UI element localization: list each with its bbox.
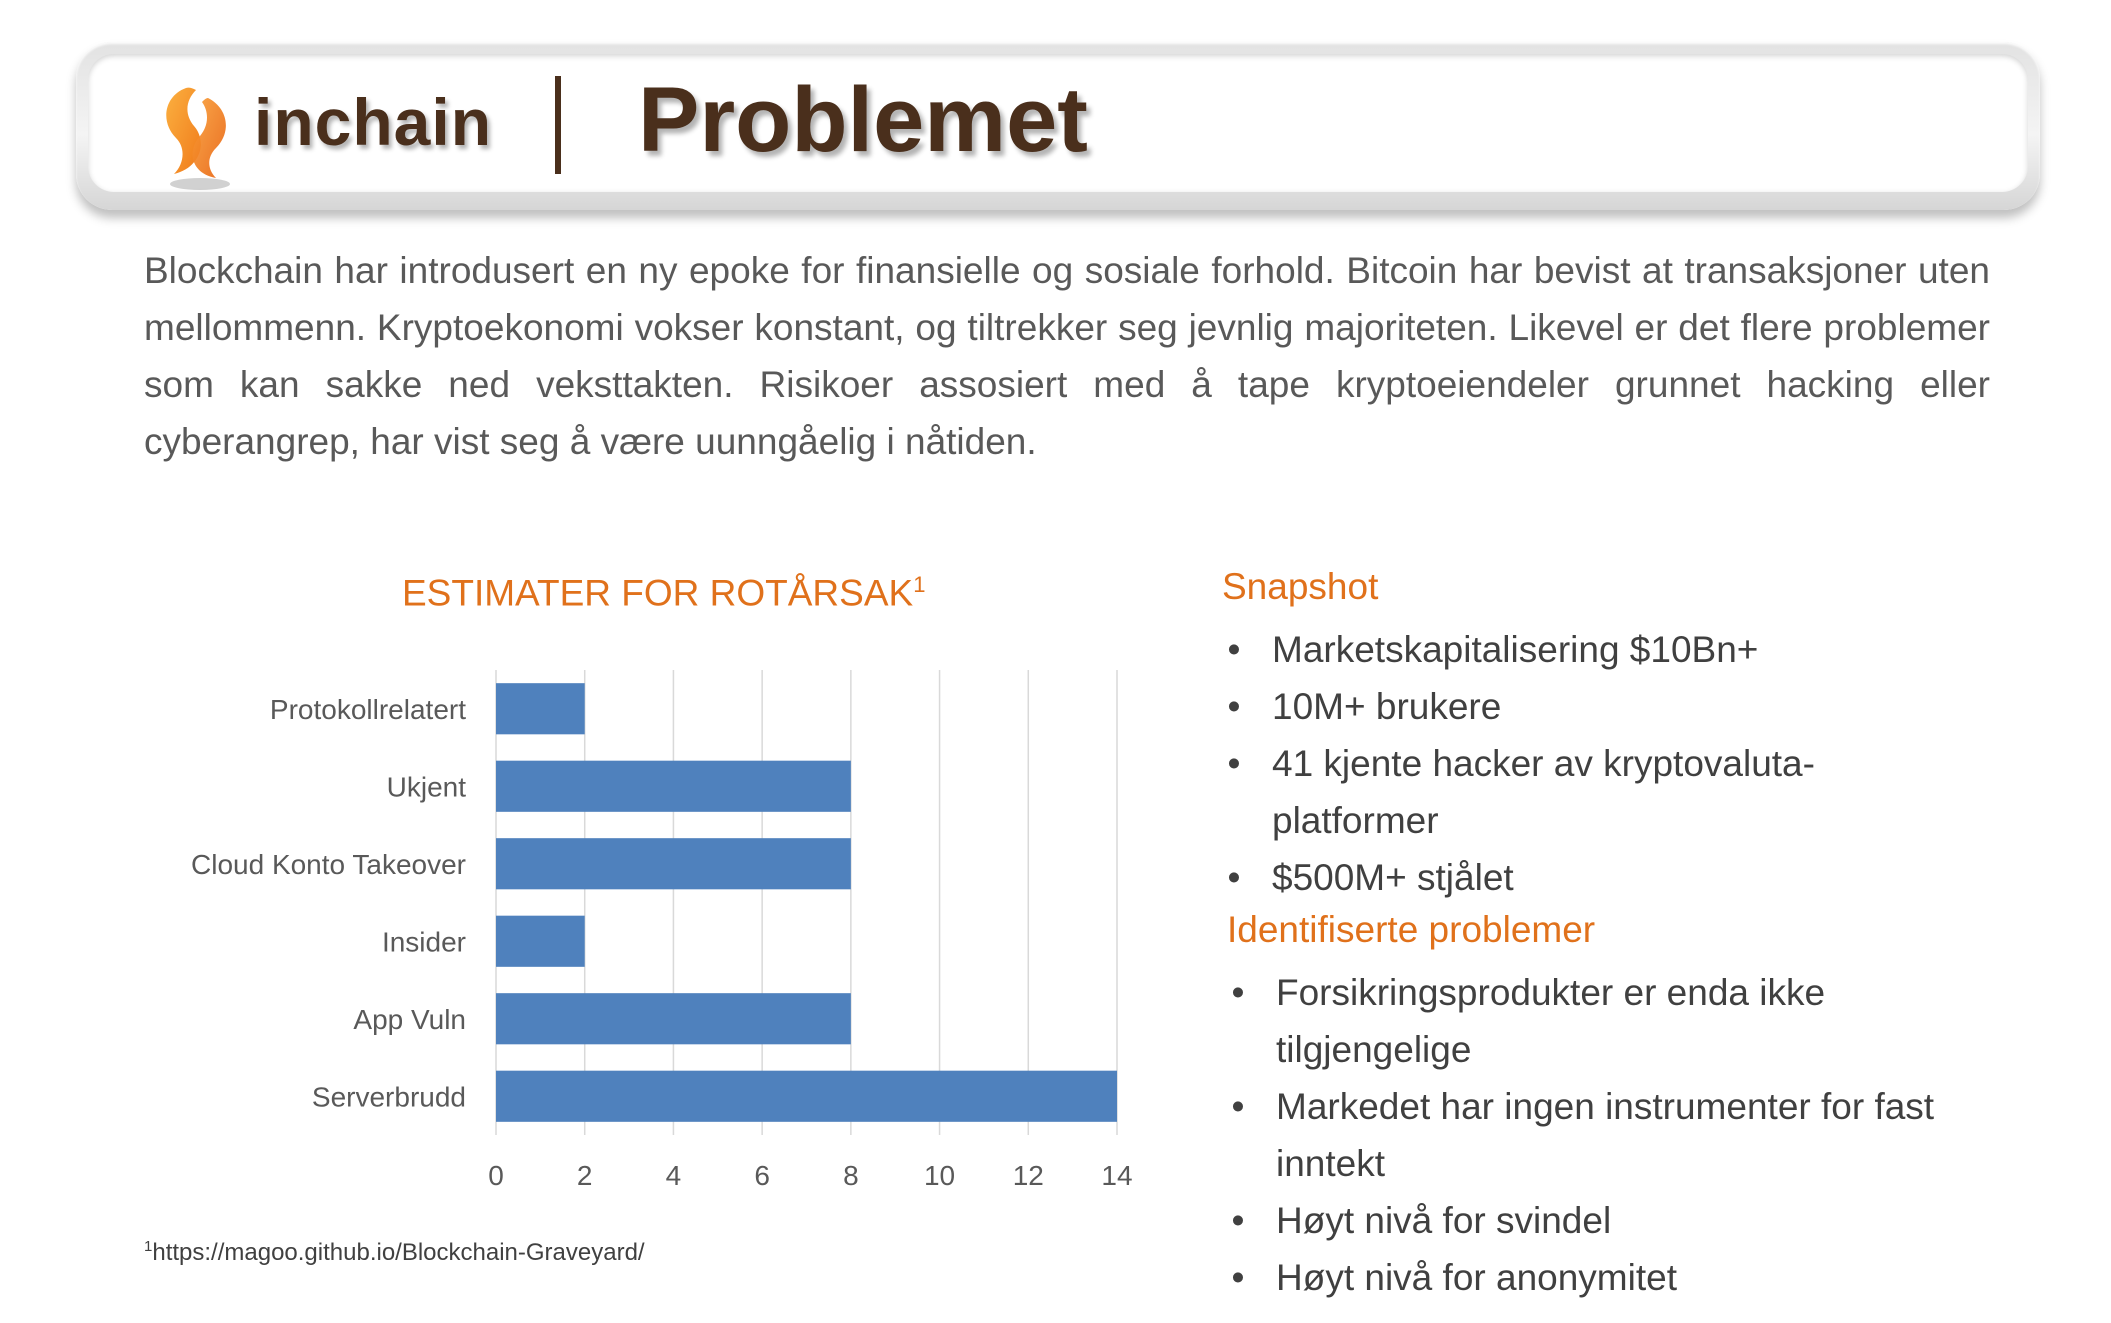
x-tick-label: 10: [923, 1160, 956, 1191]
header-panel: [88, 54, 2028, 192]
bullet-icon: •: [1231, 1086, 1245, 1127]
problems-item: [1226, 1249, 2046, 1306]
category-label: Ukjent: [386, 771, 466, 803]
footnote-link[interactable]: https://magoo.github.io/Blockchain-Graveyard/: [152, 1239, 645, 1266]
header-banner: [76, 42, 2040, 210]
chart-title: [402, 572, 925, 614]
intro-paragraph: Blockchain har introdusert en ny epoke for finansielle og sosiale forhold. Bitcoin har bevist at transaksjoner uten mellommenn. Kryptoekonomi vokser konstant, og tiltrekker seg jevnlig majoriteten. Likevel er det flere problemer som kan sakke ned veksttakten. Risikoer assosiert med å tape kryptoeiendeler grunnet hacking eller cyberangrep, har vist seg å være uunngåelig i nåtiden.: [144, 250, 1990, 462]
bullet-icon: •: [1227, 629, 1241, 670]
x-tick-label: 2: [576, 1160, 593, 1191]
x-tick-label: 12: [1012, 1160, 1044, 1191]
chart-title-footnote-marker: 1: [913, 572, 926, 597]
inchain-logo-icon: [156, 82, 242, 192]
x-tick-label: 0: [488, 1160, 504, 1191]
category-label: Cloud Konto Takeover: [191, 848, 466, 880]
category-label: App Vuln: [353, 1003, 466, 1035]
snapshot-item: [1222, 735, 2022, 849]
bullet-icon: •: [1231, 1257, 1245, 1298]
category-label: Insider: [381, 926, 466, 958]
bullet-icon: •: [1227, 857, 1241, 898]
bar: [496, 916, 585, 967]
snapshot-item-text: platformer: [1272, 800, 1439, 841]
snapshot-item-text: Marketskapitalisering $10Bn+: [1272, 629, 1759, 670]
bullet-icon: •: [1231, 972, 1245, 1013]
bar: [496, 761, 851, 812]
problems-item: [1226, 1192, 2046, 1249]
problems-item-text: tilgjengelige: [1276, 1029, 1472, 1070]
snapshot-item-text: $500M+ stjålet: [1272, 857, 1514, 898]
chart-footnote: [144, 1238, 645, 1267]
bar: [496, 993, 851, 1044]
bar: [496, 683, 585, 734]
root-cause-bar-chart: [160, 660, 1150, 1200]
header-divider: [555, 76, 561, 174]
snapshot-item: [1222, 621, 2022, 678]
x-tick-label: 8: [843, 1160, 859, 1191]
category-label: Protokollrelatert: [269, 693, 466, 725]
snapshot-heading: Snapshot: [1222, 566, 1379, 607]
snapshot-item: [1222, 849, 2022, 906]
x-tick-label: 4: [665, 1160, 682, 1191]
problems-item-text: Markedet har ingen instrumenter for fast: [1276, 1086, 1935, 1127]
snapshot-list: [1222, 621, 2022, 906]
problems-item-text: Høyt nivå for anonymitet: [1276, 1257, 1677, 1298]
bullet-icon: •: [1231, 1200, 1245, 1241]
problems-item-text: Høyt nivå for svindel: [1276, 1200, 1612, 1241]
snapshot-item-text: 41 kjente hacker av kryptovaluta-: [1272, 743, 1815, 784]
problems-heading: Identifiserte problemer: [1227, 909, 1596, 950]
bullet-icon: •: [1227, 686, 1241, 727]
x-tick-label: 14: [1101, 1160, 1133, 1191]
x-tick-label: 6: [754, 1160, 770, 1191]
problems-item-text: Forsikringsprodukter er enda ikke: [1276, 972, 1826, 1013]
problems-item: [1226, 1078, 2046, 1192]
problems-item-text: inntekt: [1276, 1143, 1386, 1184]
brand-name: inchain: [254, 85, 493, 159]
category-label: Serverbrudd: [311, 1081, 466, 1113]
page-title: Problemet: [638, 69, 1088, 171]
problems-item: [1226, 964, 2046, 1078]
footnote-marker: 1: [144, 1238, 153, 1255]
snapshot-item: [1222, 678, 2022, 735]
problems-list: [1226, 964, 2046, 1306]
bar: [496, 1071, 1117, 1122]
snapshot-item-text: 10M+ brukere: [1272, 686, 1502, 727]
bar: [496, 838, 851, 889]
bullet-icon: •: [1227, 743, 1241, 784]
chart-title-text: ESTIMATER FOR ROTÅRSAK: [402, 572, 914, 614]
